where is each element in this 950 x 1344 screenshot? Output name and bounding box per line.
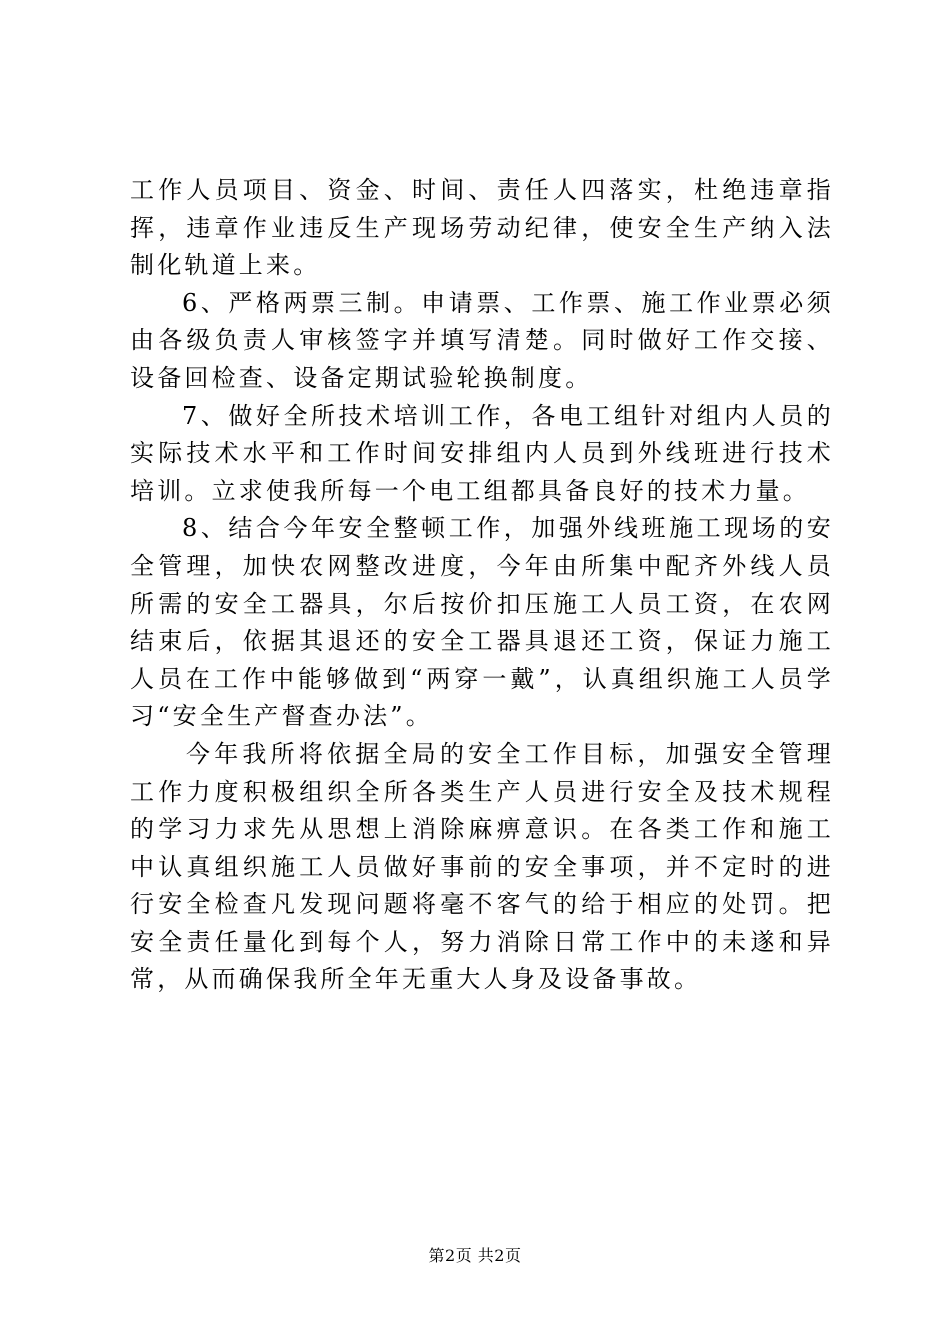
paragraph-continuation: 工作人员项目、资金、时间、责任人四落实，杜绝违章指挥，违章作业违反生产现场劳动纪律，使安全生产纳入法制化轨道上来。 (130, 176, 834, 280)
paragraph-item-8: 8、结合今年安全整顿工作，加强外线班施工现场的安全管理，加快农网整改进度，今年由所集中配齐外线人员所需的安全工器具，尔后按价扣压施工人员工资，在农网结束后，依据其退还的安全工器具退还工资，保证力施工人员在工作中能够做到“两穿一戴”，认真组织施工人员学习“安全生产督查办法”。 (130, 514, 834, 731)
paragraph-item-6: 6、严格两票三制。申请票、工作票、施工作业票必须由各级负责人审核签字并填写清楚。同时做好工作交接、设备回检查、设备定期试验轮换制度。 (130, 288, 834, 392)
paragraph-item-7: 7、做好全所技术培训工作，各电工组针对组内人员的实际技术水平和工作时间安排组内人员到外线班进行技术培训。立求使我所每一个电工组都具备良好的技术力量。 (130, 401, 834, 505)
page-number-footer: 第2页 共2页 (428, 1246, 522, 1265)
paragraph-conclusion: 今年我所将依据全局的安全工作目标，加强安全管理工作力度积极组织全所各类生产人员进行安全及技术规程的学习力求先从思想上消除麻痹意识。在各类工作和施工中认真组织施工人员做好事前的安全事项，并不定时的进行安全检查凡发现问题将毫不客气的给于相应的处罚。把安全责任量化到每个人，努力消除日常工作中的未遂和异常，从而确保我所全年无重大人身及设备事故。 (130, 739, 834, 994)
document-body (130, 172, 834, 999)
